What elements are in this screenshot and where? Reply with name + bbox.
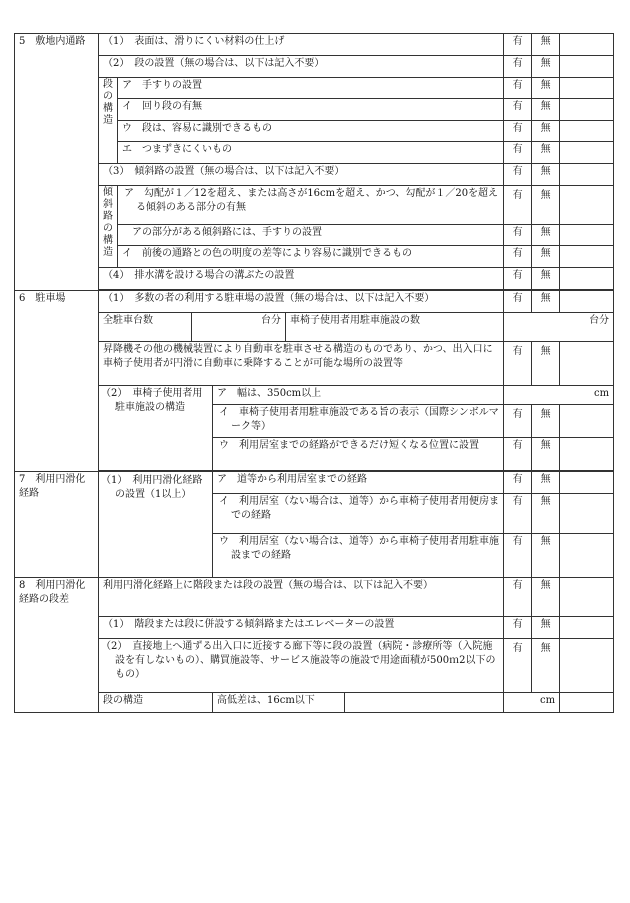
s5-q2-yes[interactable]: 有 [504, 56, 532, 78]
section-6-title: 6 駐車場 [15, 291, 99, 472]
s5-slope-structure-label: 傾斜路の構造 [99, 186, 118, 268]
s5-q3-yes[interactable]: 有 [504, 164, 532, 186]
s6-mechanical-yes[interactable]: 有 [504, 342, 532, 386]
s5-q3-text: （3） 傾斜路の設置（無の場合は、以下は記入不要） [99, 164, 504, 186]
s5-slope-a2-text: アの部分がある傾斜路には、手すりの設置 [118, 225, 504, 246]
s7-route-i-text: イ 利用居室（ない場合は、道等）から車椅子使用者用便房までの経路 [213, 494, 504, 534]
s6-position-note[interactable] [560, 438, 614, 471]
s5-slope-a-text: ア 勾配が１／12を超え、または高さが16cmを超え、かつ、勾配が１／20を超える傾斜のある部分の有無 [118, 186, 504, 225]
s8-q1-text: （1） 階段または段に併設する傾斜路またはエレベーターの設置 [99, 617, 504, 639]
s6-position-no[interactable]: 無 [532, 438, 560, 471]
s5-q2-text: （2） 段の設置（無の場合は、以下は記入不要） [99, 56, 504, 78]
s6-sign-note[interactable] [560, 405, 614, 438]
s6-width-text: ア 幅は、350cm以上 [213, 386, 504, 405]
s7-route-a-note[interactable] [560, 472, 614, 494]
section-7-title: 7 利用円滑化経路 [15, 472, 99, 578]
s6-wheelchair-parking-label: 車椅子使用者用駐車施設の数 [286, 313, 504, 342]
s7-route-i-note[interactable] [560, 494, 614, 534]
s5-slope-a2-no[interactable]: 無 [532, 225, 560, 246]
s8-step-structure-label: 段の構造 [99, 693, 213, 713]
s5-q4-yes[interactable]: 有 [504, 268, 532, 290]
s5-step-i-yes[interactable]: 有 [504, 99, 532, 121]
s7-route-a-no[interactable]: 無 [532, 472, 560, 494]
s5-q1-yes[interactable]: 有 [504, 34, 532, 56]
accessibility-checklist-table [14, 33, 614, 713]
s7-route-u-yes[interactable]: 有 [504, 534, 532, 578]
s5-q3-note[interactable] [560, 164, 614, 186]
s5-step-u-yes[interactable]: 有 [504, 121, 532, 142]
s7-route-i-no[interactable]: 無 [532, 494, 560, 534]
s5-q4-note[interactable] [560, 268, 614, 290]
s5-step-u-no[interactable]: 無 [532, 121, 560, 142]
s5-q1-note[interactable] [560, 34, 614, 56]
section-5-title: 5 敷地内通路 [15, 34, 99, 291]
s8-height-text: 高低差は、16cm以下 [213, 693, 345, 713]
s6-q2-text: （2） 車椅子使用者用駐車施設の構造 [99, 386, 213, 471]
s6-mechanical-note[interactable] [560, 342, 614, 386]
s5-step-a-no[interactable]: 無 [532, 78, 560, 99]
s5-slope-a-no[interactable]: 無 [532, 186, 560, 225]
s8-intro-text: 利用円滑化経路上に階段または段の設置（無の場合は、以下は記入不要） [99, 578, 504, 617]
s5-slope-a2-note[interactable] [560, 225, 614, 246]
s5-step-u-text: ウ 段は、容易に識別できるもの [118, 121, 504, 142]
s6-sign-yes[interactable]: 有 [504, 405, 532, 438]
s5-slope-i-note[interactable] [560, 246, 614, 268]
s5-step-u-note[interactable] [560, 121, 614, 142]
s5-step-e-yes[interactable]: 有 [504, 142, 532, 164]
s6-q1-no[interactable]: 無 [532, 291, 560, 313]
s5-step-a-text: ア 手すりの設置 [118, 78, 504, 99]
s8-q1-yes[interactable]: 有 [504, 617, 532, 639]
s5-step-a-yes[interactable]: 有 [504, 78, 532, 99]
s6-wheelchair-parking-value[interactable]: 台分 [504, 313, 614, 342]
s6-total-parking-value[interactable]: 台分 [192, 313, 286, 342]
s6-mechanical-text: 昇降機その他の機械装置により自動車を駐車させる構造のものであり、かつ、出入口に車椅子使用者が円滑に自動車に乗降することが可能な場所の設置等 [99, 342, 504, 386]
s5-slope-i-text: イ 前後の通路との色の明度の差等により容易に識別できるもの [118, 246, 504, 268]
s8-q2-note[interactable] [560, 639, 614, 693]
s5-step-i-no[interactable]: 無 [532, 99, 560, 121]
s8-intro-note[interactable] [560, 578, 614, 617]
s6-q1-yes[interactable]: 有 [504, 291, 532, 313]
s8-q2-text: （2） 直接地上へ通ずる出入口に近接する廊下等に段の設置（病院・診療所等（入院施設を有しないもの）、購買施設等、サービス施設等の施設で用途面積が500ｍ2以下のもの） [99, 639, 504, 693]
section-8-title: 8 利用円滑化経路の段差 [15, 578, 99, 713]
s5-step-i-note[interactable] [560, 99, 614, 121]
s7-route-i-yes[interactable]: 有 [504, 494, 532, 534]
s8-height-note[interactable] [560, 693, 614, 713]
s8-height-spacer [345, 693, 504, 713]
s5-q4-text: （4） 排水溝を設ける場合の溝ぶたの設置 [99, 268, 504, 290]
s5-slope-a-yes[interactable]: 有 [504, 186, 532, 225]
s6-sign-no[interactable]: 無 [532, 405, 560, 438]
s5-step-i-text: イ 回り段の有無 [118, 99, 504, 121]
s6-position-text: ウ 利用居室までの経路ができるだけ短くなる位置に設置 [213, 438, 504, 471]
s6-width-value[interactable]: cm [504, 386, 614, 405]
s5-slope-i-yes[interactable]: 有 [504, 246, 532, 268]
s8-q1-note[interactable] [560, 617, 614, 639]
s7-route-u-text: ウ 利用居室（ない場合は、道等）から車椅子使用者用駐車施設までの経路 [213, 534, 504, 578]
s5-step-a-note[interactable] [560, 78, 614, 99]
s8-q2-yes[interactable]: 有 [504, 639, 532, 693]
s7-route-u-no[interactable]: 無 [532, 534, 560, 578]
s7-route-u-note[interactable] [560, 534, 614, 578]
s5-q3-no[interactable]: 無 [532, 164, 560, 186]
s6-q1-text: （1） 多数の者の利用する駐車場の設置（無の場合は、以下は記入不要） [99, 291, 504, 313]
s7-route-a-yes[interactable]: 有 [504, 472, 532, 494]
s8-q2-no[interactable]: 無 [532, 639, 560, 693]
s6-mechanical-no[interactable]: 無 [532, 342, 560, 386]
s6-total-parking-label: 全駐車台数 [99, 313, 192, 342]
s6-q1-note[interactable] [560, 291, 614, 313]
s5-step-e-no[interactable]: 無 [532, 142, 560, 164]
s7-q1-text: （1） 利用円滑化経路の設置（1以上） [99, 472, 213, 578]
s6-position-yes[interactable]: 有 [504, 438, 532, 471]
s5-q2-no[interactable]: 無 [532, 56, 560, 78]
s6-sign-text: イ 車椅子使用者用駐車施設である旨の表示（国際シンボルマーク等） [213, 405, 504, 438]
s8-height-value[interactable]: cm [504, 693, 560, 713]
s8-q1-no[interactable]: 無 [532, 617, 560, 639]
s8-intro-yes[interactable]: 有 [504, 578, 532, 617]
s5-slope-a-note[interactable] [560, 186, 614, 225]
s5-step-e-text: エ つまずきにくいもの [118, 142, 504, 164]
s5-step-structure-label: 段の構造 [99, 78, 118, 164]
s5-q1-no[interactable]: 無 [532, 34, 560, 56]
s5-q2-note[interactable] [560, 56, 614, 78]
s5-step-e-note[interactable] [560, 142, 614, 164]
s5-slope-i-no[interactable]: 無 [532, 246, 560, 268]
s7-route-a-text: ア 道等から利用居室までの経路 [213, 472, 504, 494]
s5-slope-a2-yes[interactable]: 有 [504, 225, 532, 246]
s5-q4-no[interactable]: 無 [532, 268, 560, 290]
s8-intro-no[interactable]: 無 [532, 578, 560, 617]
s5-q1-text: （1） 表面は、滑りにくい材料の仕上げ [99, 34, 504, 56]
